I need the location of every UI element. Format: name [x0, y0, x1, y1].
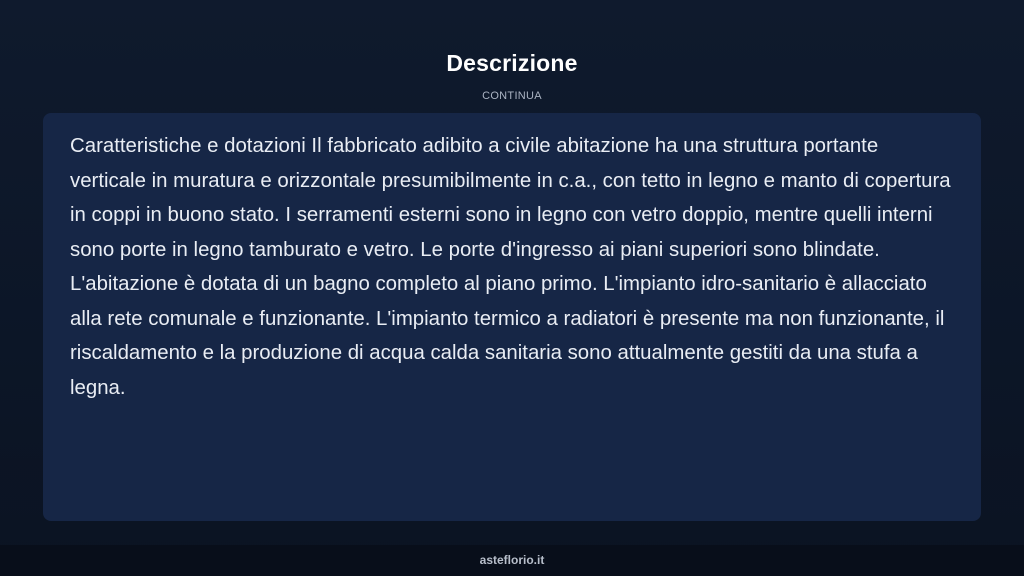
description-card: [43, 113, 981, 521]
page-subtitle: CONTINUA: [482, 90, 542, 102]
page-title: Descrizione: [446, 50, 578, 76]
description-text: Caratteristiche e dotazioni Il fabbricato adibito a civile abitazione ha una struttura portante verticale in muratura e orizzontale presumibilmente in c.a., con tetto in legno e manto di copertura in coppi in buono stato. I serramenti esterni sono in legno con vetro doppio, mentre quelli interni sono porte in legno tamburato e vetro. Le porte d'ingresso ai piani superiori sono blindate. L'abitazione è dotata di un bagno completo al piano primo. L'impianto idro-sanitario è allacciato alla rete comunale e funzionante. L'impianto termico a radiatori è presente ma non funzionante, il riscaldamento e la produzione di acqua calda sanitaria sono attualmente gestiti da una stufa a legna.: [70, 135, 951, 399]
footer-site-label: asteflorio.it: [479, 553, 545, 567]
